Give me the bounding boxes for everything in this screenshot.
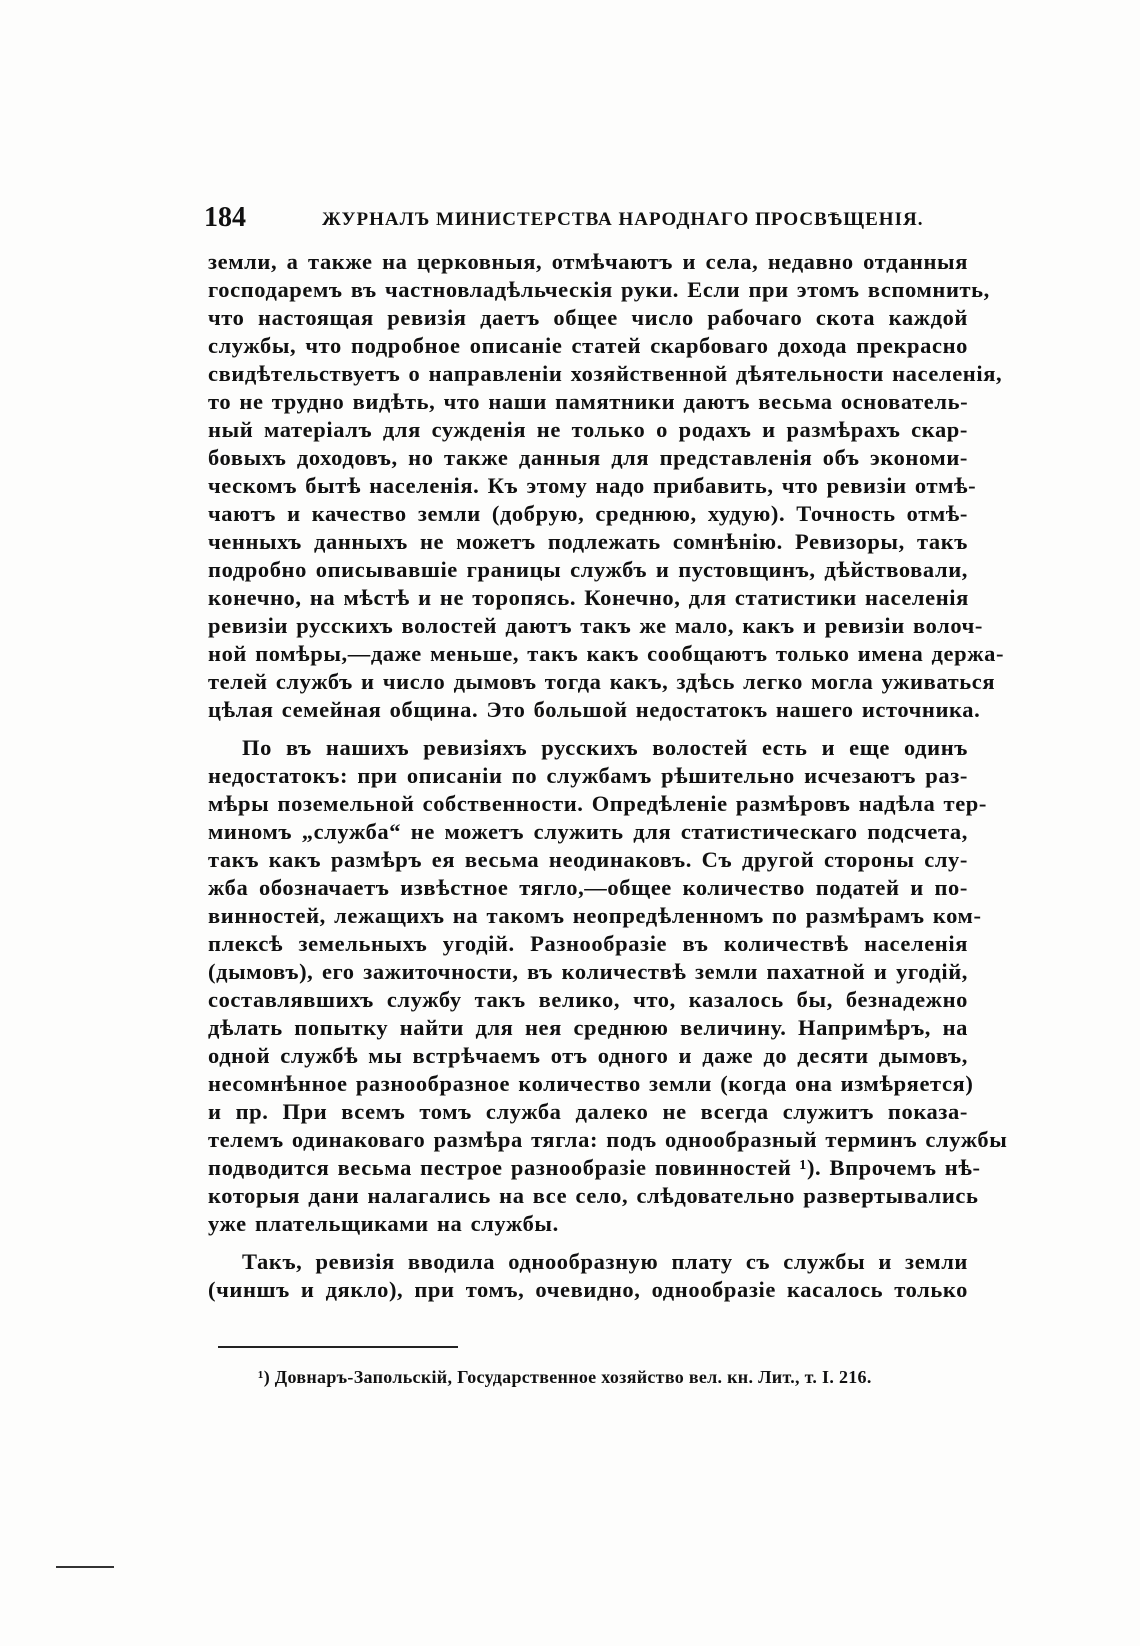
footnote-rule <box>218 1346 458 1348</box>
text-line: службы, что подробное описаніе статей скарбоваго дохода прекрасно <box>208 333 968 358</box>
text-line: составлявшихъ службу такъ велико, что, казалось бы, безнадежно <box>208 987 968 1012</box>
text-line: дѣлать попытку найти для нея среднюю величину. Напримѣръ, на <box>208 1015 968 1040</box>
text-line: несомнѣнное разнообразное количество земли (когда она измѣряется) <box>208 1071 974 1096</box>
text-line: одной службѣ мы встрѣчаемъ отъ одного и даже до десяти дымовъ, <box>208 1043 968 1068</box>
text-line: ревизіи русскихъ волостей даютъ такъ же мало, какъ и ревизіи волоч- <box>208 613 984 638</box>
text-line: уже плательщиками на службы. <box>208 1211 559 1236</box>
text-line: жба обозначаетъ извѣстное тягло,—общее количество податей и по- <box>208 875 968 900</box>
text-line: ченныхъ данныхъ не можетъ подлежать сомнѣнію. Ревизоры, такъ <box>208 529 968 554</box>
text-line: ный матеріалъ для сужденія не только о родахъ и размѣрахъ скар- <box>208 417 968 442</box>
text-line: телей службъ и число дымовъ тогда какъ, здѣсь легко могла уживаться <box>208 669 996 694</box>
text-line: и пр. При всемъ томъ служба далеко не всегда служитъ показа- <box>208 1099 968 1124</box>
paragraph-gap <box>208 724 968 734</box>
text-line: которыя дани налагались на все село, слѣдовательно развертывались <box>208 1183 979 1208</box>
text-line: подробно описывавшіе границы службъ и пустовщинъ, дѣйствовали, <box>208 557 968 582</box>
text-line: бовыхъ доходовъ, но также данныя для представленія объ экономи- <box>208 445 968 470</box>
text-line: господаремъ въ частновладѣльческія руки. Если при этомъ вспомнить, <box>208 277 990 302</box>
text-line: подводится весьма пестрое разнообразіе повинностей ¹). Впрочемъ нѣ- <box>208 1155 981 1180</box>
text-line: По въ нашихъ ревизіяхъ русскихъ волостей есть и еще одинъ <box>242 735 968 760</box>
text-line: свидѣтельствуетъ о направленіи хозяйственной дѣятельности населенія, <box>208 361 1003 386</box>
body-text <box>208 248 1008 1304</box>
text-line: цѣлая семейная община. Это большой недостатокъ нашего источника. <box>208 697 981 722</box>
text-line: то не трудно видѣть, что наши памятники даютъ весьма основатель- <box>208 389 969 414</box>
text-line: такъ какъ размѣръ ея весьма неодинаковъ. Съ другой стороны слу- <box>208 847 968 872</box>
text-line: винностей, лежащихъ на такомъ неопредѣленномъ по размѣрамъ ком- <box>208 903 982 928</box>
text-line: земли, а также на церковныя, отмѣчаютъ и села, недавно отданныя <box>208 249 968 274</box>
text-line: ческомъ бытѣ населенія. Къ этому надо прибавить, что ревизіи отмѣ- <box>208 473 977 498</box>
footnote: ¹) Довнаръ-Запольскій, Государственное хозяйство вел. кн. Лит., т. I. 216. <box>258 1367 872 1387</box>
text-line: чаютъ и качество земли (добрую, среднюю, худую). Точность отмѣ- <box>208 501 968 526</box>
page-number: 184 <box>204 202 246 233</box>
text-line: недостатокъ: при описаніи по службамъ рѣшительно исчезаютъ раз- <box>208 763 968 788</box>
page-header <box>204 198 964 238</box>
text-line: плексѣ земельныхъ угодій. Разнообразіе въ количествѣ населенія <box>208 931 968 956</box>
text-line: конечно, на мѣстѣ и не торопясь. Конечно, для статистики населенія <box>208 585 969 610</box>
text-line: (дымовъ), его зажиточности, въ количествѣ земли пахатной и угодій, <box>208 959 968 984</box>
text-line: ной помѣры,—даже меньше, такъ какъ сообщаютъ только имена держа- <box>208 641 1005 666</box>
text-line: миномъ „служба“ не можетъ служить для статистическаго подсчета, <box>208 819 968 844</box>
text-line: Такъ, ревизія вводила однообразную плату съ службы и земли <box>242 1249 968 1274</box>
text-line: мѣры поземельной собственности. Опредѣленіе размѣровъ надѣла тер- <box>208 791 987 816</box>
text-line: что настоящая ревизія даетъ общее число рабочаго скота каждой <box>208 305 968 330</box>
text-line: (чиншъ и дякло), при томъ, очевидно, однообразіе касалось только <box>208 1277 968 1302</box>
running-title: ЖУРНАЛЪ МИНИСТЕРСТВА НАРОДНАГО ПРОСВѢЩЕНІЯ. <box>322 209 924 230</box>
text-line: телемъ одинаковаго размѣра тягла: подъ однообразный терминъ службы <box>208 1127 1008 1152</box>
margin-rule <box>56 1566 114 1568</box>
paragraph-gap <box>208 1238 968 1248</box>
